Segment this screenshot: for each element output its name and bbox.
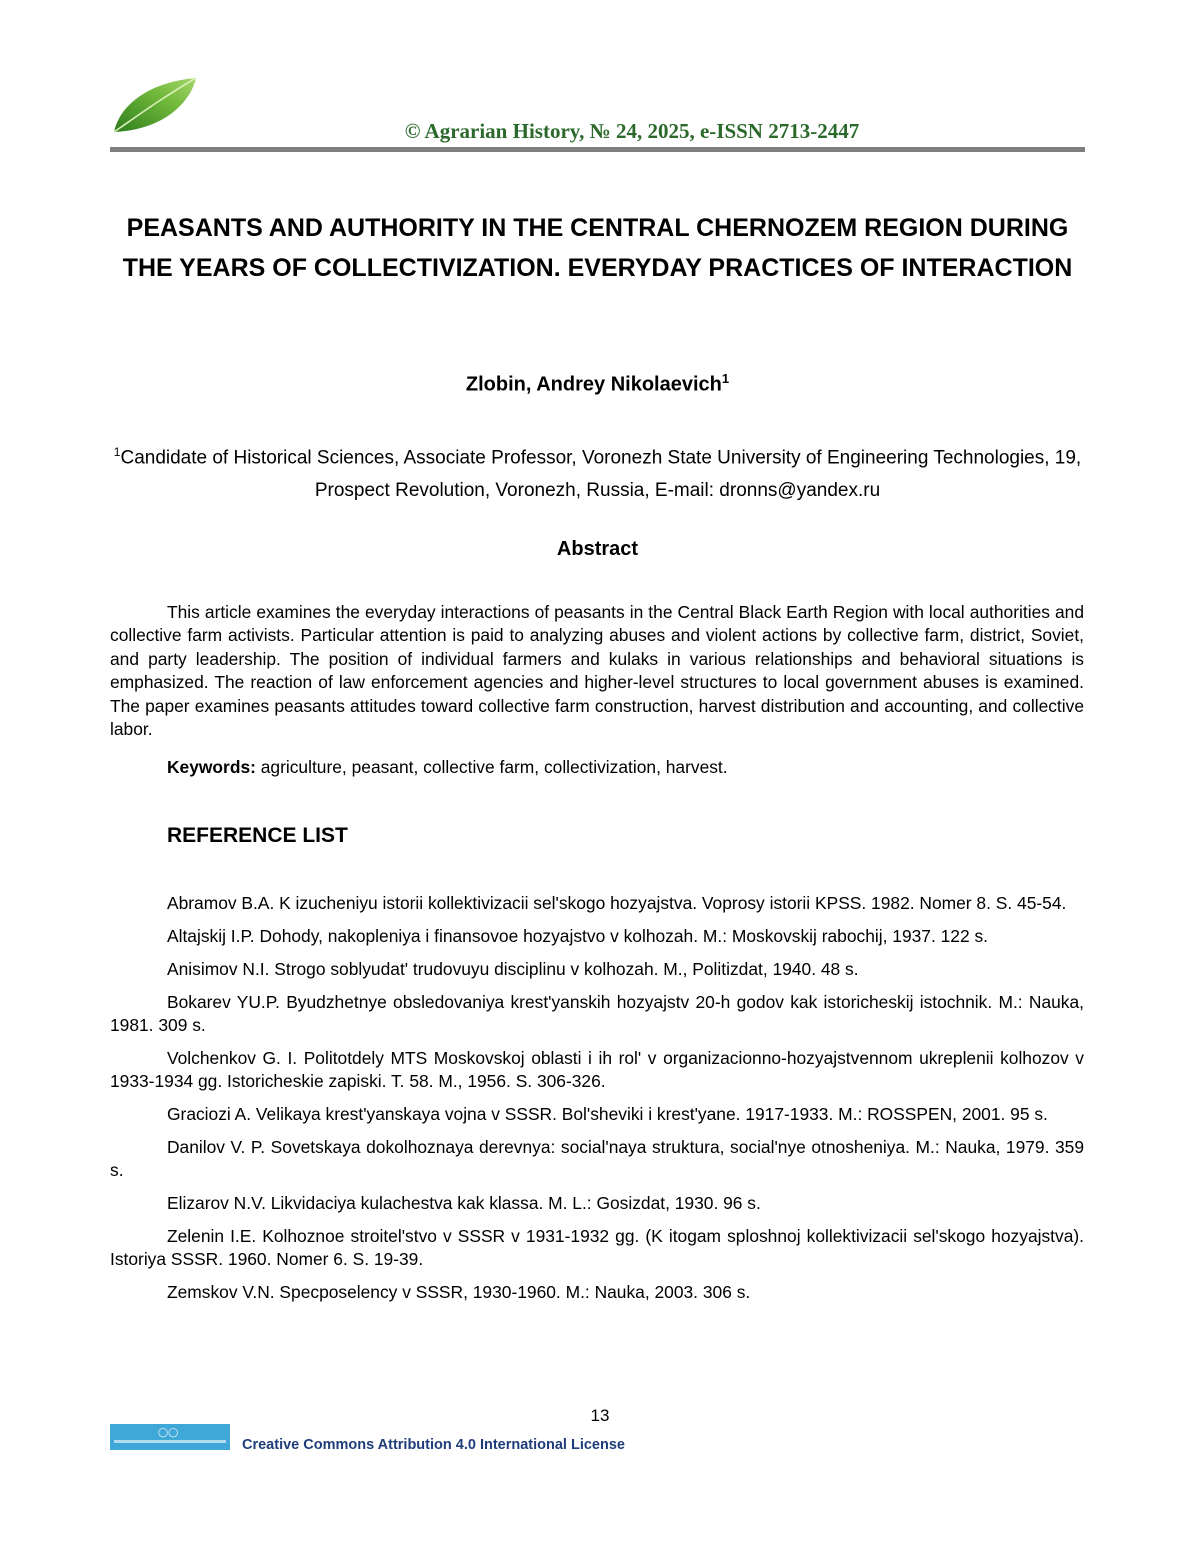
journal-citation: © Agrarian History, № 24, 2025, e-ISSN 2713-2447	[404, 119, 860, 143]
license-link[interactable]: Creative Commons Attribution 4.0 International License	[242, 1437, 625, 1453]
reference-item: Danilov V. P. Sovetskaya dokolhoznaya derevnya: social'naya struktura, social'nye otnosheniya. M.: Nauka, 1979. 359 s.	[110, 1137, 1084, 1180]
keywords-label: Keywords:	[167, 757, 256, 777]
reference-item: Anisimov N.I. Strogo soblyudat' trudovuyu disciplinu v kolhozah. M., Politizdat, 1940. 48 s.	[167, 959, 859, 979]
affiliation	[110, 436, 1085, 507]
cc-by-badge-icon[interactable]	[110, 1424, 230, 1450]
header-divider	[110, 147, 1085, 152]
abstract-heading: Abstract	[556, 538, 639, 560]
reference-item: Zelenin I.E. Kolhoznoe stroitel'stvo v SSSR v 1931-1932 gg. (K itogam sploshnoj kollektivizacii sel'skogo hozyajstva). Istoriya SSSR. 1960. Nomer 6. S. 19-39.	[110, 1226, 1084, 1269]
reference-item: Altajskij I.P. Dohody, nakopleniya i finansovoe hozyajstvo v kolhozah. M.: Moskovskij rabochij, 1937. 122 s.	[167, 926, 989, 946]
reference-item: Zemskov V.N. Specposelency v SSSR, 1930-1960. M.: Nauka, 2003. 306 s.	[167, 1282, 751, 1302]
badge-caption-bar	[114, 1440, 226, 1443]
author-line	[110, 371, 1085, 397]
abstract-text: This article examines the everyday interactions of peasants in the Central Black Earth Region with local authorities and collective farm activists. Particular attention is paid to analyzing abuses and violent actions by collective farm, district, Soviet, and party leadership. The position of individual farmers and kulaks in various relationships and behavioral situations is emphasized. The reaction of law enforcement agencies and higher-level structures to local government abuses is examined. The paper examines peasants attitudes toward collective farm construction, harvest distribution and accounting, and collective labor.	[110, 602, 1084, 740]
leaf-logo-icon	[110, 74, 200, 136]
author-sup: 1	[721, 371, 730, 386]
reference-item: Bokarev YU.P. Byudzhetnye obsledovaniya krest'yanskih hozyajstv 20-h godov kak istoricheskij istochnik. M.: Nauka, 1981. 309 s.	[110, 992, 1084, 1035]
reference-list-heading: REFERENCE LIST	[167, 824, 348, 847]
keywords-text: agriculture, peasant, collective farm, collectivization, harvest.	[255, 757, 728, 777]
paper-title: PEASANTS AND AUTHORITY IN THE CENTRAL CHERNOZEM REGION DURING THE YEARS OF COLLECTIVIZATION. EVERYDAY PRACTICES OF INTERACTION	[122, 214, 1073, 282]
page-number: 13	[590, 1406, 610, 1425]
reference-item: Volchenkov G. I. Politotdely MTS Moskovskoj oblasti i ih rol' v organizacionno-hozyajstvennom ukreplenii kolhozov v 1933-1934 gg. Istoricheskie zapiski. T. 58. M., 1956. S. 306-326.	[110, 1048, 1084, 1091]
author-name: Zlobin, Andrey Nikolaevich	[465, 373, 722, 396]
cc-circles-icon: ◯◯	[158, 1427, 179, 1437]
affiliation-text: Candidate of Historical Sciences, Associate Professor, Voronezh State University of Engineering Technologies, 19, Prospect Revolution, Voronezh, Russia, E-mail: dronns@yandex.ru	[120, 447, 1082, 502]
reference-item: Elizarov N.V. Likvidaciya kulachestva kak klassa. M. L.: Gosizdat, 1930. 96 s.	[167, 1193, 761, 1213]
page-header	[110, 72, 1085, 154]
reference-item: Abramov B.A. K izucheniyu istorii kollektivizacii sel'skogo hozyajstva. Voprosy istorii KPSS. 1982. Nomer 8. S. 45-54.	[167, 893, 1067, 913]
reference-item: Graciozi A. Velikaya krest'yanskaya vojna v SSSR. Bol'sheviki i krest'yane. 1917-1933. M.: ROSSPEN, 2001. 95 s.	[167, 1104, 1048, 1124]
affiliation-sup: 1	[113, 445, 121, 459]
reference-list	[110, 892, 1084, 1314]
keywords	[110, 756, 1084, 779]
